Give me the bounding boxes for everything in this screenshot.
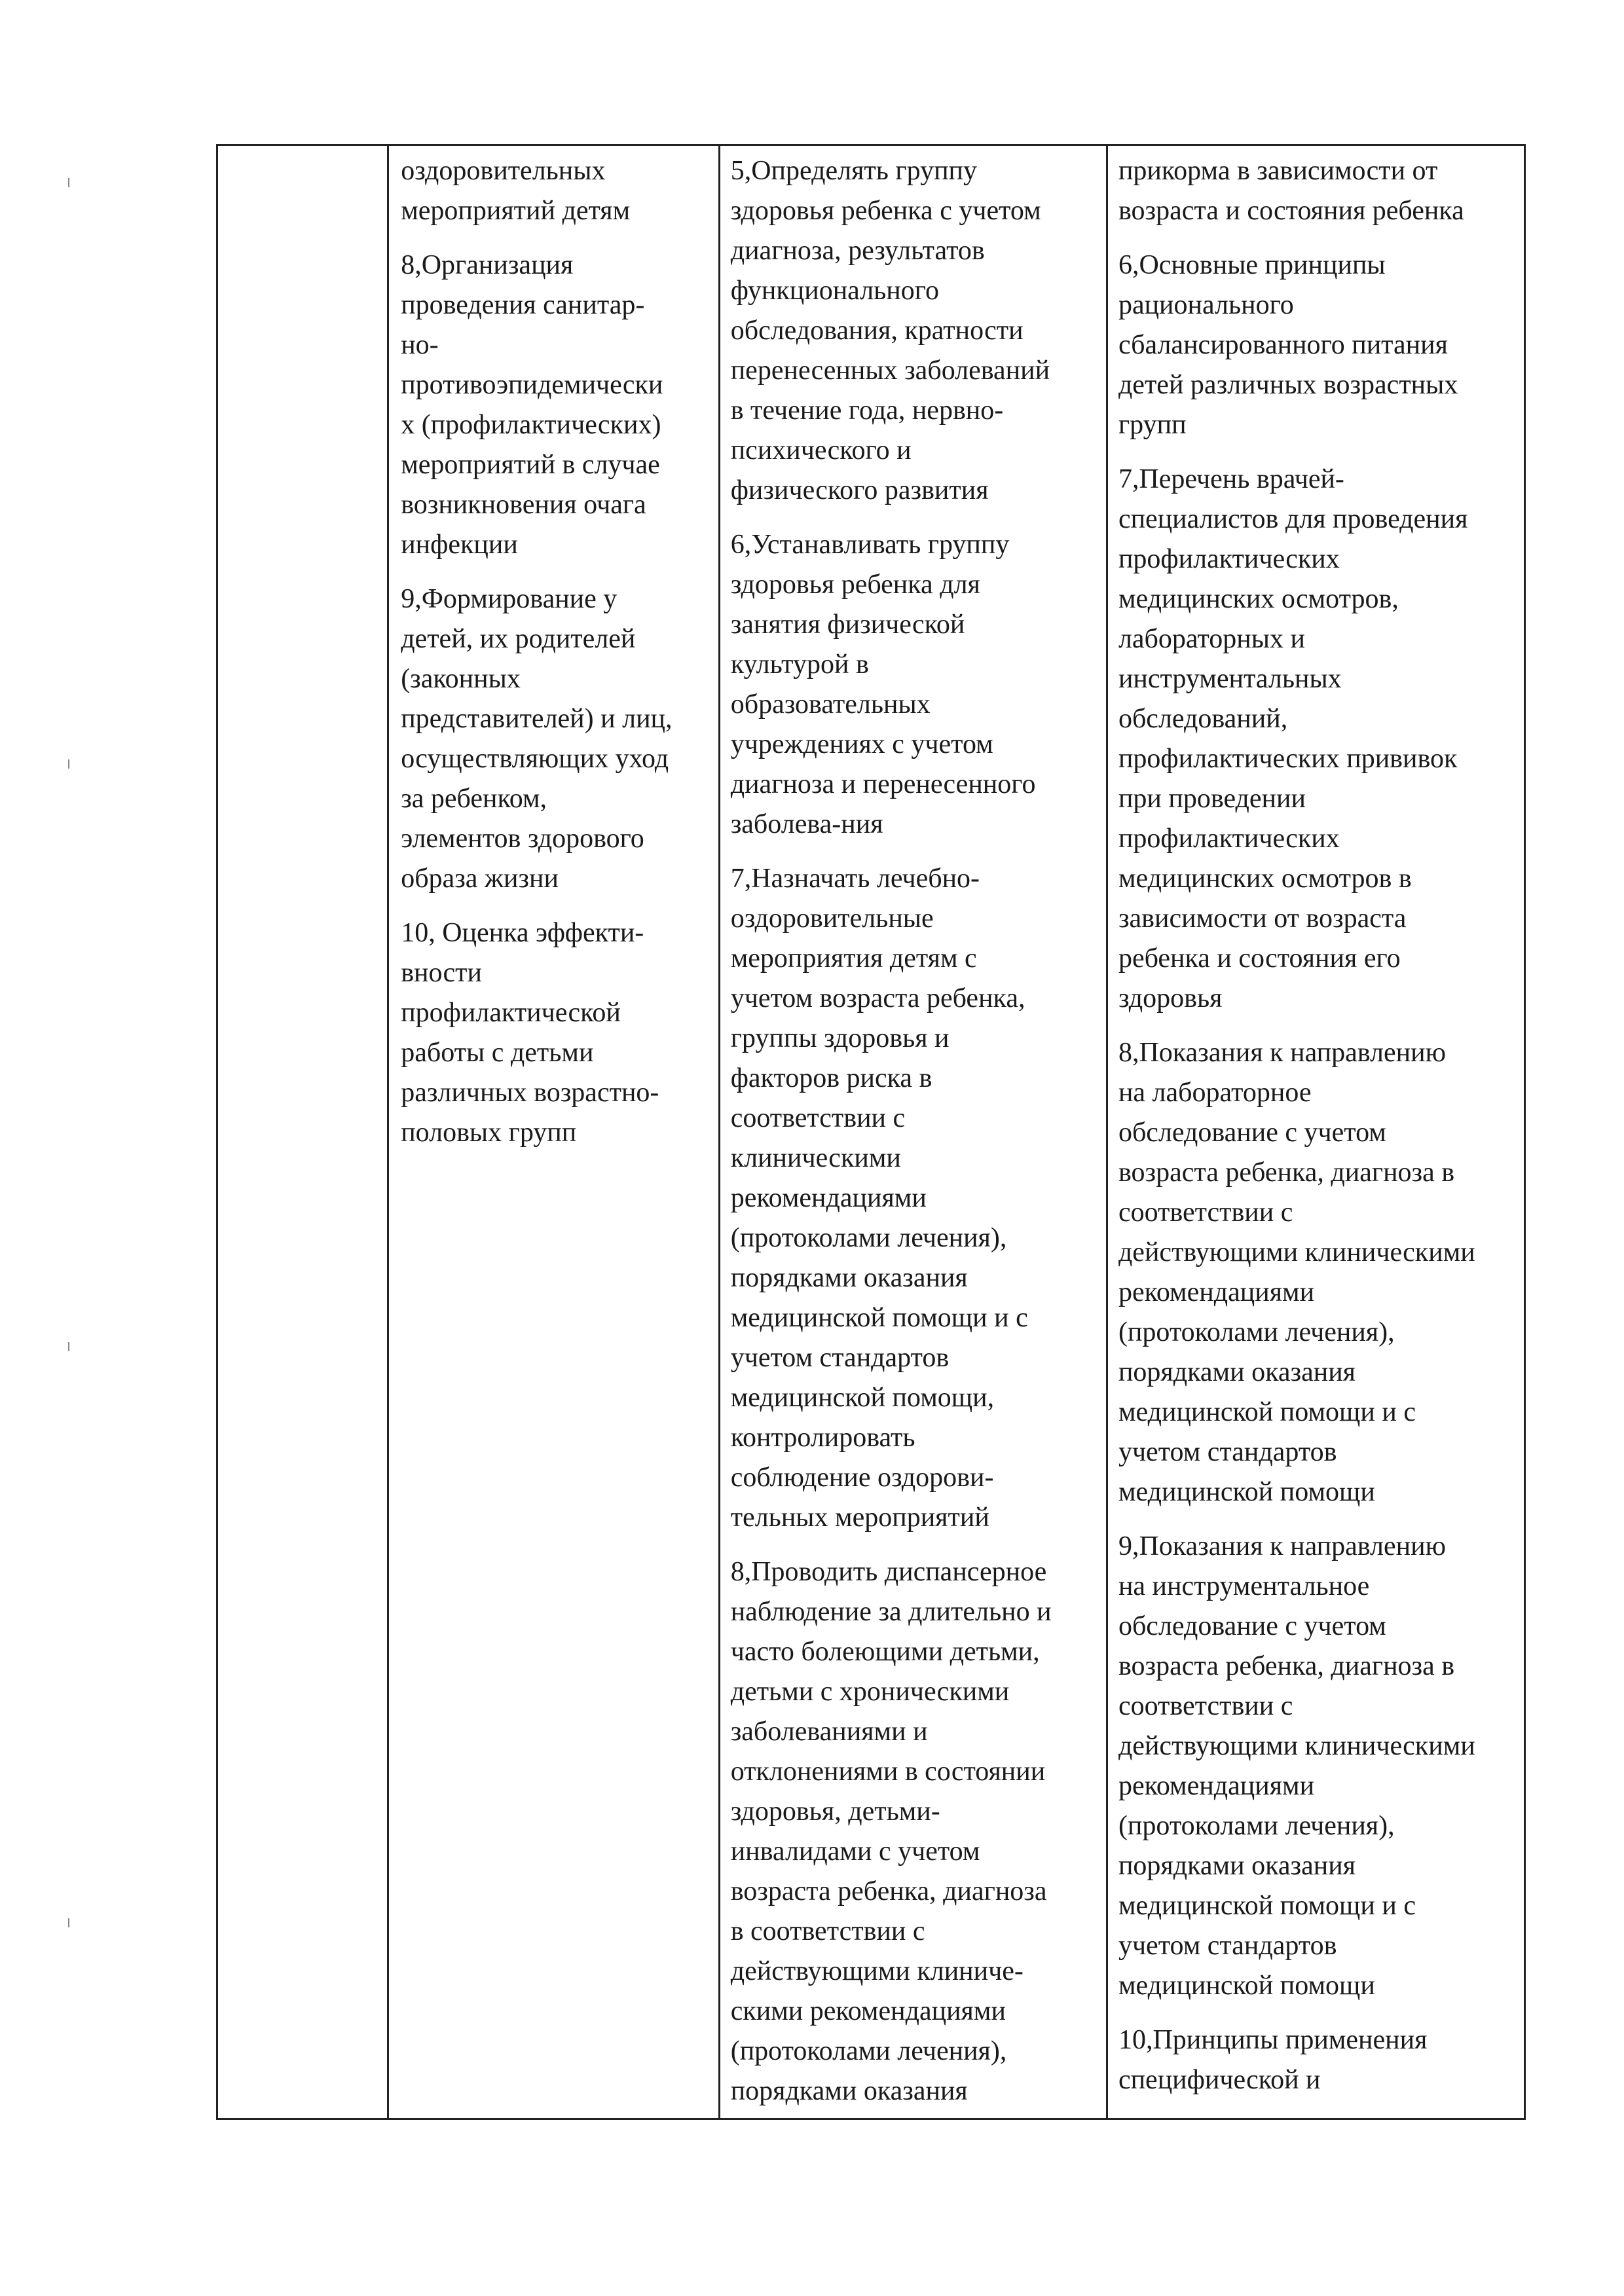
table-entry: 6,Устанавливать группу здоровья ребенка для занятия физической культурой в образовательных учреждениях с учетом диагноза и перенесенного заболева-ния (730, 530, 1036, 839)
table-entry: 10, Оценка эффекти- вности профилактической работы с детьми различных возрастно- половых групп (401, 918, 659, 1148)
margin-mark (68, 759, 69, 769)
table-entry: 8,Показания к направлению на лабораторное обследование с учетом возраста ребенка, диагноза в соответствии с действующими клиническими рекомендациями (протоколами лечения), порядками оказания медицинской помощи и с учетом стандартов медицинской помощи (1118, 1038, 1475, 1507)
margin-mark (68, 1918, 69, 1927)
table-column-empty (218, 146, 389, 2118)
table-entry: 10,Принципы применения специфической и (1118, 2025, 1428, 2095)
table-entry: 8,Проводить диспансерное наблюдение за длительно и часто болеющими детьми, детьми с хроническими заболеваниями и отклонениями в состоянии здоровья, детьми- инвалидами с учетом возраста ребенка, диагноза в соответствии с действующими клиниче- скими рекомендациями (протоколами лечения), порядками оказания (730, 1557, 1052, 2106)
margin-mark (68, 178, 69, 187)
table-entry: 5,Определять группу здоровья ребенка с учетом диагноза, результатов функционального обследования, кратности перенесенных заболеваний в течение года, нервно- психического и физического развития (730, 156, 1050, 505)
table-entry: 9,Показания к направлению на инструментальное обследование с учетом возраста ребенка, диагноза в соответствии с действующими клиническими рекомендациями (протоколами лечения), порядками оказания медицинской помощи и с учетом стандартов медицинской помощи (1118, 1531, 1475, 2001)
table-entry: 8,Организация проведения санитар- но- противоэпидемически х (профилактических) мероприятий в случае возникновения очага инфекции (401, 250, 663, 560)
table-column-knowledge (1108, 146, 1524, 2118)
table-entry: 6,Основные принципы рационального сбалансированного питания детей различных возрастных групп (1118, 250, 1458, 440)
competency-table (216, 144, 1526, 2120)
table-entry: оздоровительных мероприятий детям (401, 156, 631, 226)
table-entry: 7,Перечень врачей- специалистов для проведения профилактических медицинских осмотров, лабораторных и инструментальных обследований, профилактических прививок при проведении профилактических медицинских осмотров в зависимости от возраста ребенка и состояния его здоровья (1118, 464, 1468, 1013)
table-entry: 7,Назначать лечебно- оздоровительные мероприятия детям с учетом возраста ребенка, группы здоровья и факторов риска в соответствии с клиническими рекомендациями (протоколами лечения), порядками оказания медицинской помощи и с учетом стандартов медицинской помощи, контролировать соблюдение оздорови- тельных мероприятий (730, 864, 1028, 1533)
margin-mark (68, 1342, 69, 1351)
table-entry: 9,Формирование у детей, их родителей (законных представителей) и лиц, осуществляющих уход за ребенком, элементов здорового образа жизни (401, 584, 673, 894)
table-entry: прикорма в зависимости от возраста и состояния ребенка (1118, 156, 1464, 226)
table-column-actions (389, 146, 720, 2118)
table-column-skills (720, 146, 1108, 2118)
